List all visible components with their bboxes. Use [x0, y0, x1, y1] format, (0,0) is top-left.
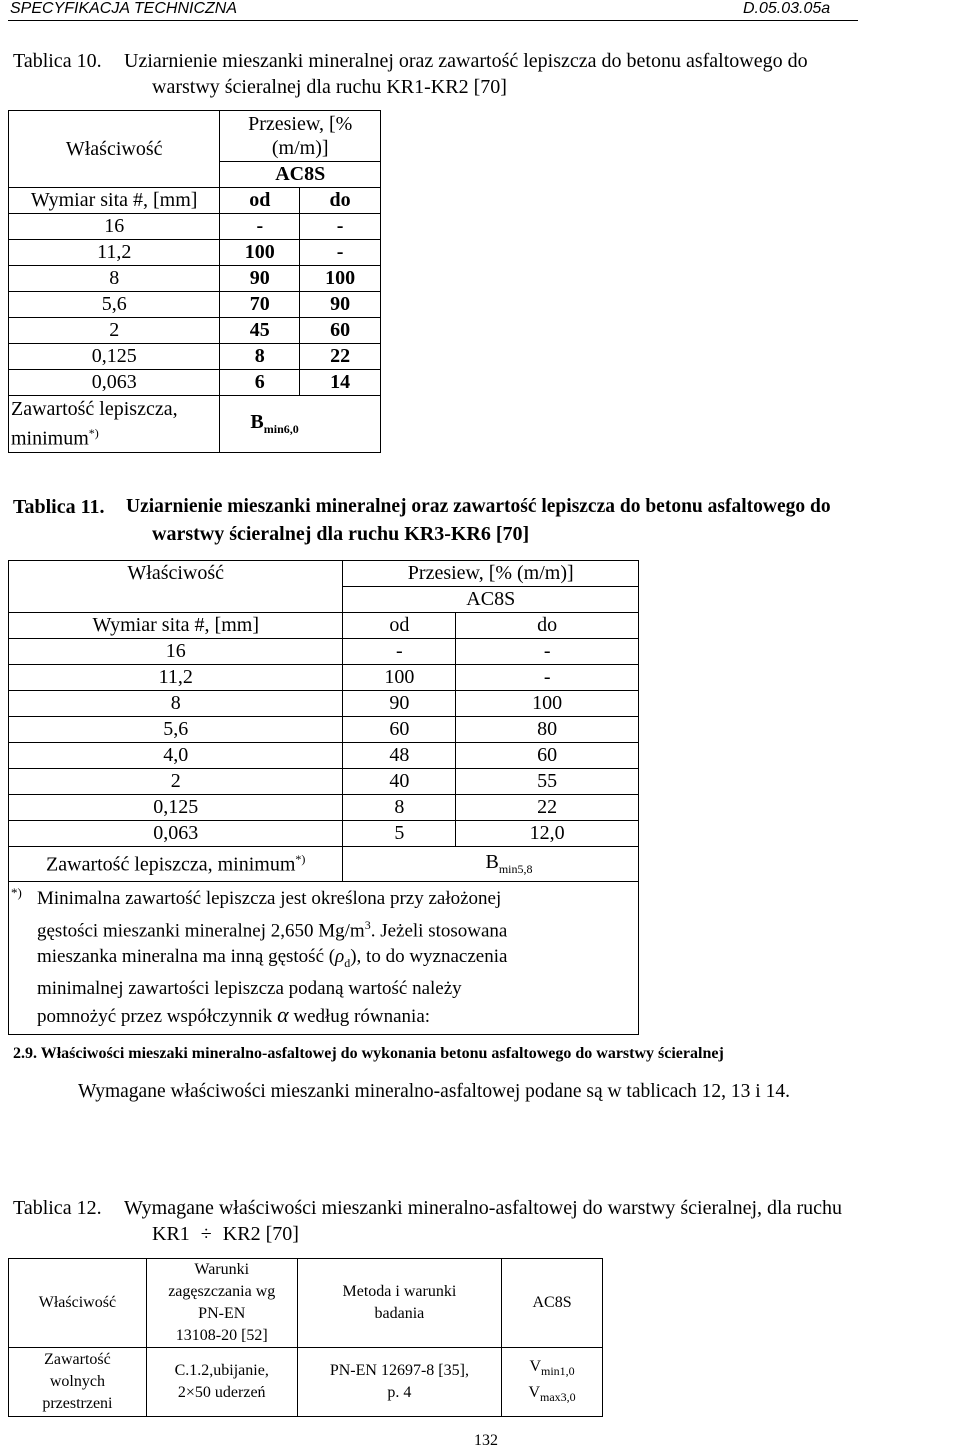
table-row [9, 665, 639, 691]
table11-to-cell: 22 [456, 795, 639, 821]
header-right: D.05.03.05a [743, 0, 831, 17]
table-row [9, 214, 381, 240]
table11-sieve-cell: 0,125 [9, 795, 343, 821]
table-row [9, 292, 381, 318]
table12-header-conditions: Warunki zagęszczania wg PN-EN 13108-20 [52] [146, 1259, 297, 1348]
table10-from-cell: 6 [220, 370, 300, 396]
table12-method-cell: PN-EN 12697-8 [35], p. 4 [297, 1348, 502, 1417]
table10-to-cell: 14 [300, 370, 381, 396]
table12-caption-line1: Wymagane właściwości mieszanki mineralno-asfaltowej do warstwy ścieralnej, dla ruchu [124, 1197, 842, 1219]
footnote-mark: *) [295, 851, 306, 866]
table12-header-mix: AC8S [502, 1259, 603, 1348]
table11-from-cell: 48 [343, 743, 456, 769]
table10-to-cell: - [300, 214, 381, 240]
table10-header-from: od [220, 188, 300, 214]
table-row [9, 639, 639, 665]
table12-property-cell: Zawartość wolnych przestrzeni [9, 1348, 147, 1417]
header-rule [8, 20, 858, 21]
table11-sieve-cell: 16 [9, 639, 343, 665]
table12-header-property: Właściwość [9, 1259, 147, 1348]
table11-caption-line2: warstwy ścieralnej dla ruchu KR3-KR6 [70] [152, 523, 530, 545]
table11-header-sieve: Wymiar sita #, [mm] [9, 613, 343, 639]
table11-to-cell: 100 [456, 691, 639, 717]
table-row [9, 1348, 603, 1417]
table11-header-to: do [456, 613, 639, 639]
table10-sieve-cell: 16 [9, 214, 220, 240]
table10-caption-line2: warstwy ścieralnej dla ruchu KR1-KR2 [70] [152, 76, 507, 98]
section-heading: 2.9. Właściwości mieszaki mineralno-asfaltowej do wykonania betonu asfaltowego do warstwy ścieralnej [13, 1045, 724, 1062]
table11-sieve-cell: 0,063 [9, 821, 343, 847]
table10-from-cell: 70 [220, 292, 300, 318]
table-row [9, 795, 639, 821]
table10-binder-value: $B_{min6,0}$ [220, 396, 381, 453]
footnote-line: mieszanka mineralna ma inną gęstość $(\rho_d)$, to do wyznaczenia [37, 946, 508, 971]
header-left: SPECYFIKACJA TECHNICZNA [10, 0, 237, 17]
table11-sieve-cell: 5,6 [9, 717, 343, 743]
table11-to-cell: 60 [456, 743, 639, 769]
table10-sieve-cell: 0,063 [9, 370, 220, 396]
table10-sieve-cell: 2 [9, 318, 220, 344]
footnote-mark: *) [88, 426, 99, 441]
table11-caption-num: Tablica 11. [13, 496, 105, 518]
table12-caption-num: Tablica 12. [13, 1197, 102, 1219]
table10-from-cell: 90 [220, 266, 300, 292]
table11-binder-value: $B_{min5,8}$ [343, 847, 639, 882]
table11-from-cell: 60 [343, 717, 456, 743]
table10-sieve-cell: 11,2 [9, 240, 220, 266]
section-paragraph: Wymagane właściwości mieszanki mineralno-asfaltowej podane są w tablicach 12, 13 i 14. [78, 1081, 790, 1102]
table10-sieve-cell: 8 [9, 266, 220, 292]
table-row [9, 821, 639, 847]
footnote-line: Minimalna zawartość lepiszcza jest określona przy założonej [37, 888, 502, 909]
table10-to-cell: - [300, 240, 381, 266]
divide-sign: ÷ [200, 1223, 212, 1245]
table10-header-mix: AC8S [220, 162, 381, 188]
table11-from-cell: 8 [343, 795, 456, 821]
table10-header-property: Właściwość [9, 111, 220, 188]
footnote-line: pomnożyć przez współczynnik α według równania: [37, 1002, 431, 1028]
table11-header-passing: Przesiew, [% (m/m)] [343, 561, 639, 587]
table-row [9, 691, 639, 717]
table11-header-empty [9, 587, 343, 613]
table11-sieve-cell: 11,2 [9, 665, 343, 691]
table10-header-passing: Przesiew, [% (m/m)] [220, 111, 381, 162]
table12-caption-line2: KR1 ÷ KR2 [70] [152, 1223, 299, 1245]
table11-footnote [9, 882, 639, 1035]
table11-from-cell: - [343, 639, 456, 665]
table10-caption-num: Tablica 10. [13, 50, 102, 72]
table-row [9, 266, 381, 292]
table11-to-cell: - [456, 639, 639, 665]
table10-sieve-cell: 5,6 [9, 292, 220, 318]
table10-header-sieve: Wymiar sita #, [mm] [9, 188, 220, 214]
table11-from-cell: 40 [343, 769, 456, 795]
table11-from-cell: 90 [343, 691, 456, 717]
table10-caption-line1: Uziarnienie mieszanki mineralnej oraz zawartość lepiszcza do betonu asfaltowego do [124, 50, 808, 72]
table11-to-cell: 12,0 [456, 821, 639, 847]
table11-header-mix: AC8S [343, 587, 639, 613]
table11-header-property: Właściwość [9, 561, 343, 587]
table11-from-cell: 100 [343, 665, 456, 691]
footnote-line: gęstości mieszanki mineralnej 2,650 $Mg/m^3$. Jeżeli stosowana [37, 918, 508, 942]
page-number: 132 [474, 1432, 498, 1449]
table-row [9, 240, 381, 266]
table12-conditions-cell: C.1.2,ubijanie, 2×50 uderzeń [146, 1348, 297, 1417]
table12-value-cell: $V_{min1,0}$ $V_{max3,0}$ [502, 1348, 603, 1417]
table11-sieve-cell: 8 [9, 691, 343, 717]
table10-from-cell: 100 [220, 240, 300, 266]
table11-to-cell: 55 [456, 769, 639, 795]
table11-from-cell: 5 [343, 821, 456, 847]
table-row [9, 318, 381, 344]
table-row [9, 717, 639, 743]
table11-sieve-cell: 2 [9, 769, 343, 795]
table-row [9, 344, 381, 370]
table-row [9, 370, 381, 396]
table10-from-cell: 8 [220, 344, 300, 370]
table11-to-cell: 80 [456, 717, 639, 743]
footnote-line: minimalnej zawartości lepiszcza podaną wartość należy [37, 978, 462, 1000]
alpha-symbol: α [277, 1002, 289, 1028]
table12 [8, 1258, 603, 1417]
table10-binder-label: Zawartość lepiszcza, minimum*) [9, 396, 220, 453]
table-row [9, 743, 639, 769]
table10-to-cell: 90 [300, 292, 381, 318]
table10-to-cell: 100 [300, 266, 381, 292]
table10-from-cell: - [220, 214, 300, 240]
footnote-mark: *) [11, 885, 22, 900]
table12-header-method: Metoda i warunki badania [297, 1259, 502, 1348]
table10 [8, 110, 381, 453]
table11 [8, 560, 639, 1035]
table10-to-cell: 22 [300, 344, 381, 370]
table11-sieve-cell: 4,0 [9, 743, 343, 769]
table11-binder-label: Zawartość lepiszcza, minimum*) [9, 847, 343, 882]
table11-to-cell: - [456, 665, 639, 691]
table10-header-to: do [300, 188, 381, 214]
table10-sieve-cell: 0,125 [9, 344, 220, 370]
table11-header-from: od [343, 613, 456, 639]
table-row [9, 769, 639, 795]
table10-to-cell: 60 [300, 318, 381, 344]
table11-caption-line1: Uziarnienie mieszanki mineralnej oraz zawartość lepiszcza do betonu asfaltowego do [126, 496, 831, 517]
table10-from-cell: 45 [220, 318, 300, 344]
